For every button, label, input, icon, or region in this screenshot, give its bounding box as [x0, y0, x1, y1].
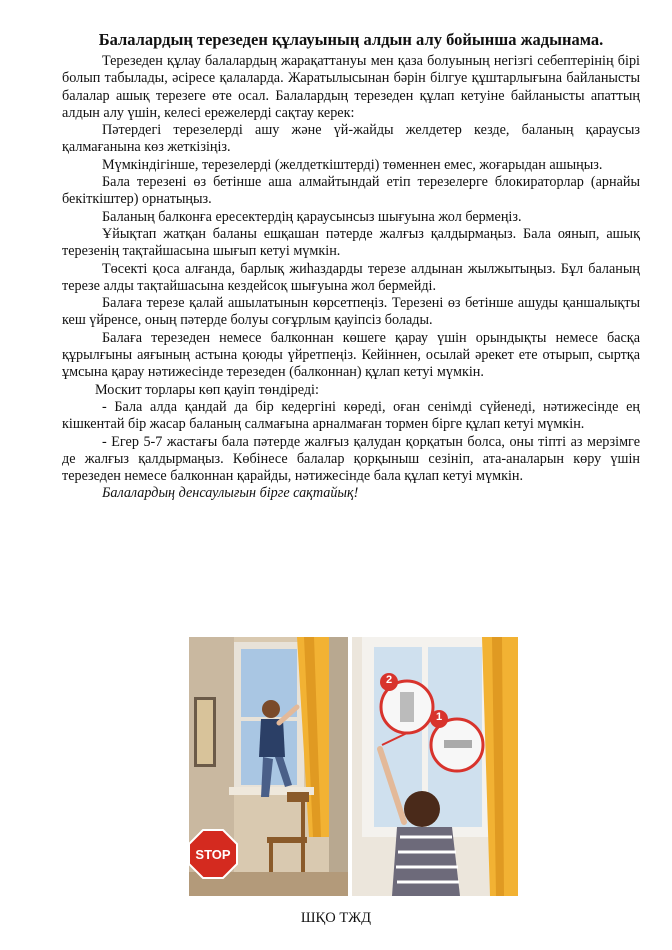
paragraph-rule-furniture: Төсекті қоса алғанда, барлық жиһаздарды терезе алдынан жылжытыңыз. Бұл баланың терезе алды тақтайшасына кездейсоқ шығуына жол бермейді. — [62, 260, 640, 294]
illustration — [189, 637, 518, 896]
closing-slogan: Балалардың денсаулығын бірге сақтайық! — [102, 485, 359, 502]
paragraph-rule-dont-show: Балаға терезе қалай ашылатынын көрсетпеңіз. Терезені өз бетінше ашуды қаншалықты кеш үйренсе, оның пәтерде болуы соғұрлым қауіпсіз болады. — [62, 295, 640, 329]
photo-window-lock — [352, 637, 518, 896]
mosquito-net-item: - Егер 5-7 жастағы бала пәтерде жалғыз қалудан қорқатын болса, оны тіпті аз мерзімге де жалғыз қалдырмаңыз. Көбінесе балалар қорқыныш сезініп, ата-аналарын көру үшін терезеден немесе балконнан қарайды, нәтижесінде бала құлап кетуі мүмкін. — [62, 433, 640, 485]
document-title: Балалардың терезеден құлауының алдын алу бойынша жадынама. — [98, 30, 604, 49]
paragraph-rule-balcony: Баланың балконға ересектердің қараусынсыз шығуына жол бермеңіз. — [102, 208, 522, 225]
badge-1: 1 — [435, 711, 443, 723]
badge-2: 2 — [385, 674, 393, 686]
paragraph-rule-blockers: Бала терезені өз бетінше аша алмайтындай етіп терезелерге блокираторлар (арнайы бекіткіштер) орнатыңыз. — [62, 174, 640, 208]
mosquito-net-intro: Москит торлары көп қауіп төндіреді: — [95, 381, 319, 398]
mosquito-net-item: - Бала алда қандай да бір кедергіні көреді, оған сенімді сүйенеді, нәтижесінде ең кішкентай бір жасар баланың салмағына арналмаған тормен бірге құлап кетуі мүмкін. — [62, 398, 640, 433]
paragraph-rule-ventilation: Пәтердегі терезелерді ашу және үй-жайды желдетер кезде, баланың қараусыз қалмағанына көз жеткізіңіз. — [62, 122, 640, 156]
paragraph-rule-chair: Балаға терезеден немесе балконнан көшеге қарау үшін орындықты немесе басқа құрылғыны аяғының астына қоюды үйретпеңіз. Кейіннен, осылай әрекет ете отырып, сыртқа ұмсына қарау нәтижесінде терезеден (балконнан) құлап кетуі мүмкін. — [62, 329, 640, 381]
paragraph-rule-sleeping-child: Ұйықтап жатқан баланы ешқашан пәтерде жалғыз қалдырмаңыз. Бала оянып, ашық терезенің тақтайшасына шығып кетуі мүмкін. — [62, 225, 640, 260]
photo-child-climbing — [189, 637, 348, 896]
paragraph-intro: Терезеден құлау балалардың жарақаттануы мен қаза болуының негізгі себептерінің бірі болып табылады, әсіресе қалаларда. Жаратылысынан бәрін білгуе құштарлығына байланысты балалар ашық терезеге өте осал. Балалардың терезеден құлап кетуіне байланысты апаттың алдын алу үшін, келесі ережелерді сақтау керек: — [62, 53, 640, 121]
paragraph-rule-open-top: Мүмкіндігінше, терезелерді (желдеткіштерді) төменнен емес, жоғарыдан ашыңыз. — [102, 156, 603, 173]
footer-organization: ШҚО ТЖД — [300, 910, 372, 926]
stop-sign-label: STOP — [195, 847, 231, 862]
document — [62, 30, 640, 503]
